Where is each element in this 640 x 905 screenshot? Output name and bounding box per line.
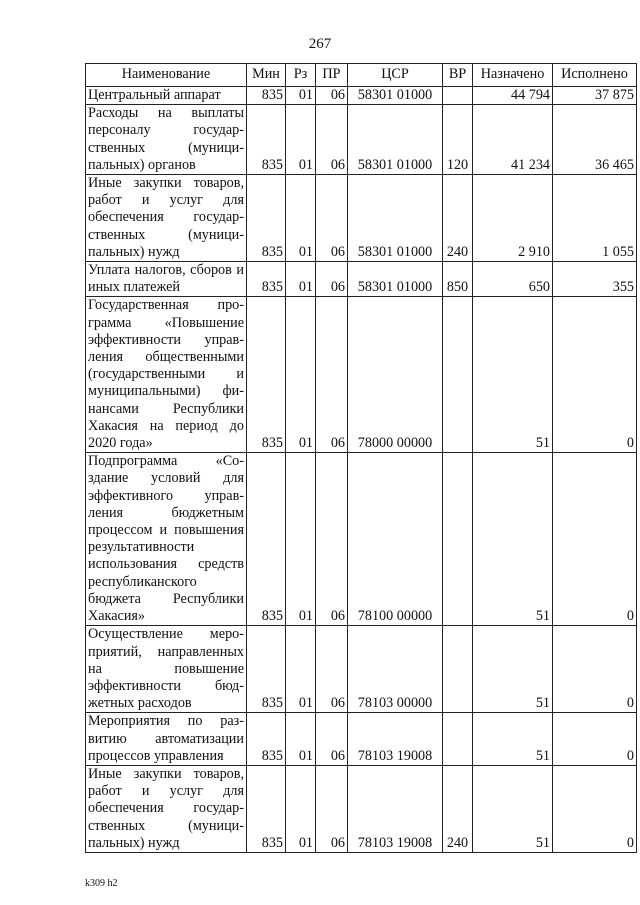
row-min: 835 xyxy=(247,453,286,626)
row-min: 835 xyxy=(247,175,286,262)
row-rz: 01 xyxy=(286,765,316,852)
row-rz: 01 xyxy=(286,626,316,713)
row-vr xyxy=(443,87,473,105)
row-name: Иные закупки товаров, работ и услуг для обеспечения государственных (муниципальных) нужд xyxy=(86,175,247,262)
row-name: Мероприятия по развитию автоматизации процессов управления xyxy=(86,713,247,766)
row-csr: 78000 00000 xyxy=(348,297,443,453)
header-name: Наименование xyxy=(86,64,247,87)
header-pr: ПР xyxy=(316,64,348,87)
row-csr: 58301 01000 xyxy=(348,105,443,175)
table-row xyxy=(86,87,637,105)
table-row xyxy=(86,626,637,713)
row-vr xyxy=(443,453,473,626)
row-vr: 240 xyxy=(443,765,473,852)
row-name: Подпрограмма «Создание условий для эффективного управления бюджетным процессом и повышения результативности использования средств республиканского бюджета Республики Хакасия» xyxy=(86,453,247,626)
row-executed: 0 xyxy=(553,626,637,713)
row-csr: 58301 01000 xyxy=(348,175,443,262)
page-number: 267 xyxy=(308,36,332,52)
row-pr: 06 xyxy=(316,297,348,453)
row-assigned: 2 910 xyxy=(473,175,553,262)
row-assigned: 650 xyxy=(473,262,553,297)
row-executed: 355 xyxy=(553,262,637,297)
row-vr: 240 xyxy=(443,175,473,262)
row-rz: 01 xyxy=(286,87,316,105)
header-min: Мин xyxy=(247,64,286,87)
row-vr xyxy=(443,713,473,766)
row-csr: 78103 19008 xyxy=(348,713,443,766)
row-pr: 06 xyxy=(316,626,348,713)
row-vr: 120 xyxy=(443,105,473,175)
row-min: 835 xyxy=(247,87,286,105)
row-rz: 01 xyxy=(286,175,316,262)
row-pr: 06 xyxy=(316,105,348,175)
row-vr xyxy=(443,297,473,453)
row-name: Расходы на выплаты персоналу государственных (муниципальных) органов xyxy=(86,105,247,175)
row-assigned: 51 xyxy=(473,765,553,852)
row-executed: 1 055 xyxy=(553,175,637,262)
table-row xyxy=(86,175,637,262)
budget-table xyxy=(85,63,637,853)
header-executed: Исполнено xyxy=(553,64,637,87)
row-min: 835 xyxy=(247,713,286,766)
table-row xyxy=(86,713,637,766)
table-row xyxy=(86,765,637,852)
row-pr: 06 xyxy=(316,453,348,626)
row-executed: 0 xyxy=(553,453,637,626)
header-vr: ВР xyxy=(443,64,473,87)
row-name: Осуществление мероприятий, направленных на повышение эффективности бюджетных расходов xyxy=(86,626,247,713)
row-executed: 37 875 xyxy=(553,87,637,105)
row-min: 835 xyxy=(247,262,286,297)
row-rz: 01 xyxy=(286,262,316,297)
row-csr: 78103 19008 xyxy=(348,765,443,852)
row-vr: 850 xyxy=(443,262,473,297)
row-pr: 06 xyxy=(316,87,348,105)
row-name: Центральный аппарат xyxy=(86,87,247,105)
row-executed: 36 465 xyxy=(553,105,637,175)
row-pr: 06 xyxy=(316,262,348,297)
row-csr: 78100 00000 xyxy=(348,453,443,626)
row-rz: 01 xyxy=(286,713,316,766)
row-pr: 06 xyxy=(316,765,348,852)
row-assigned: 51 xyxy=(473,453,553,626)
header-rz: Рз xyxy=(286,64,316,87)
footer-code: k309 h2 xyxy=(85,878,118,889)
row-min: 835 xyxy=(247,765,286,852)
row-name: Государственная программа «Повышение эффективности управления общественными (государственными и муниципальными) финансами Республики Хакасия на период до 2020 года» xyxy=(86,297,247,453)
row-vr xyxy=(443,626,473,713)
table-row xyxy=(86,297,637,453)
row-min: 835 xyxy=(247,626,286,713)
row-executed: 0 xyxy=(553,713,637,766)
row-name: Уплата налогов, сборов и иных платежей xyxy=(86,262,247,297)
row-assigned: 44 794 xyxy=(473,87,553,105)
header-csr: ЦСР xyxy=(348,64,443,87)
row-name: Иные закупки товаров, работ и услуг для обеспечения государственных (муниципальных) нужд xyxy=(86,765,247,852)
row-csr: 58301 01000 xyxy=(348,262,443,297)
table-row xyxy=(86,262,637,297)
table-header-row xyxy=(86,64,637,87)
row-assigned: 51 xyxy=(473,626,553,713)
row-assigned: 51 xyxy=(473,297,553,453)
row-pr: 06 xyxy=(316,175,348,262)
header-assigned: Назначено xyxy=(473,64,553,87)
row-min: 835 xyxy=(247,105,286,175)
table-row xyxy=(86,105,637,175)
row-executed: 0 xyxy=(553,297,637,453)
table-row xyxy=(86,453,637,626)
row-rz: 01 xyxy=(286,297,316,453)
row-min: 835 xyxy=(247,297,286,453)
row-assigned: 41 234 xyxy=(473,105,553,175)
row-csr: 78103 00000 xyxy=(348,626,443,713)
row-rz: 01 xyxy=(286,105,316,175)
row-executed: 0 xyxy=(553,765,637,852)
row-assigned: 51 xyxy=(473,713,553,766)
row-rz: 01 xyxy=(286,453,316,626)
row-pr: 06 xyxy=(316,713,348,766)
row-csr: 58301 01000 xyxy=(348,87,443,105)
